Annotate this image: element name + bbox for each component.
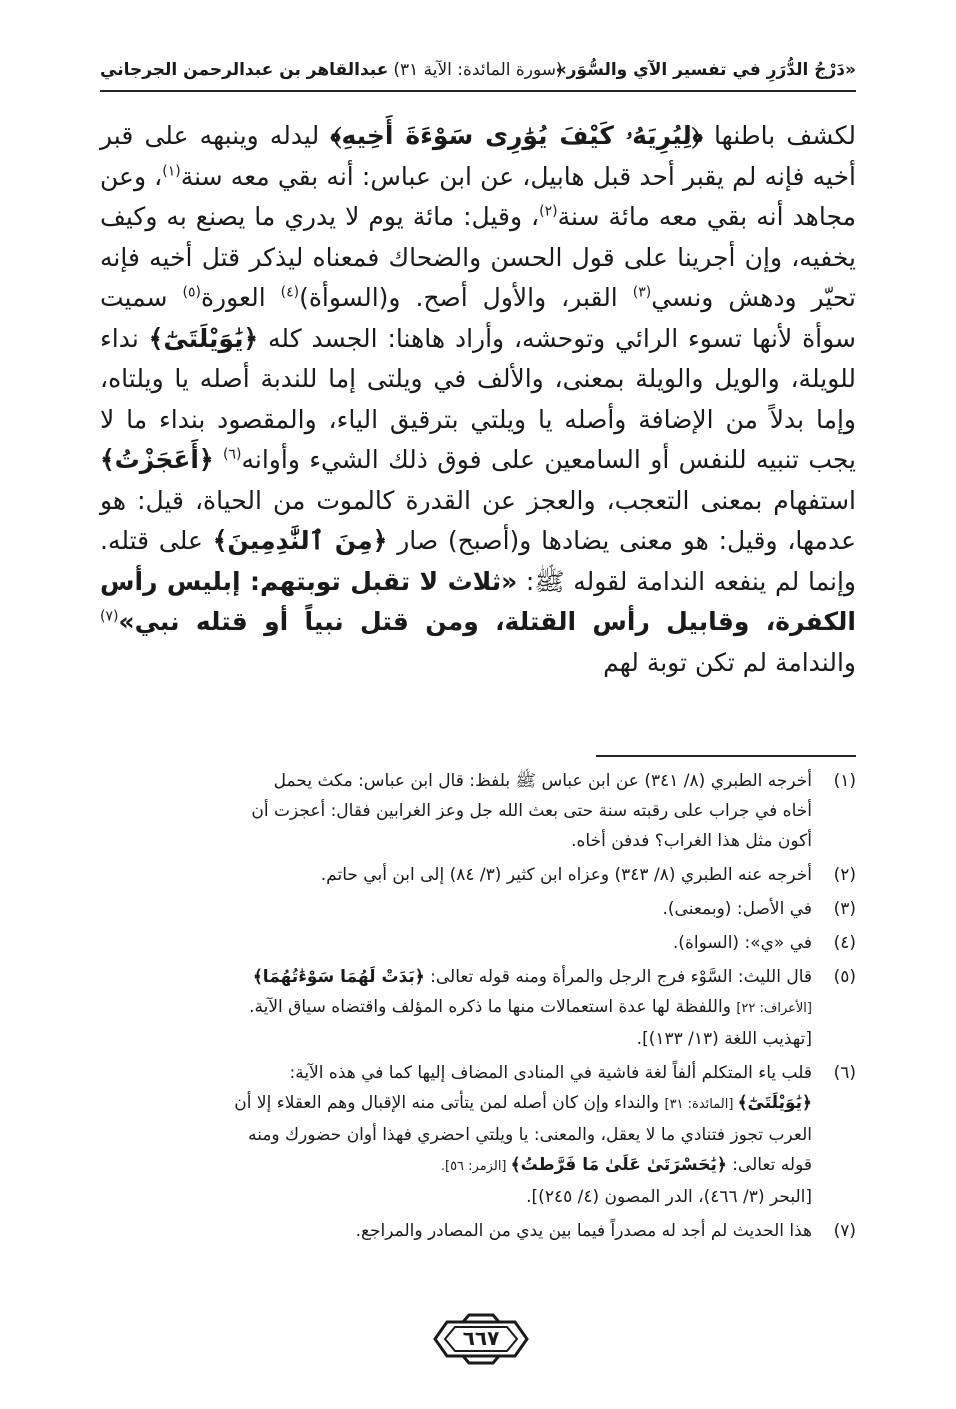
- footnote-ref[interactable]: (٤): [280, 284, 300, 301]
- text-run: [214, 445, 223, 474]
- quran-quote: ﴿مِنَ ٱلنَّٰدِمِينَ﴾: [212, 526, 388, 555]
- text-run: العورة: [200, 283, 281, 312]
- footnote-number: (٧): [833, 1221, 856, 1241]
- text-run: على قتله. وإنما لم ينفعه الندامة لقوله ﷺ:: [100, 526, 857, 596]
- footnote-ref[interactable]: (٥): [182, 284, 201, 301]
- footnote-2: [100, 860, 856, 890]
- footnote-number: (٤): [833, 933, 856, 953]
- main-paragraph: [100, 116, 856, 683]
- footnote-line: [100, 1150, 812, 1182]
- text-run: والنداء وإن كان أصله لمن يتأتى منه الإقبال وهم العقلاء إلا أن: [234, 1093, 665, 1113]
- footnote-ref[interactable]: (٣): [632, 284, 652, 301]
- footnote-text: في «ي»: (السواة).: [672, 933, 812, 953]
- footnote-7: [100, 1216, 856, 1246]
- text-run: ، وقيل: مائة يوم لا يدري ما يصنع به وكيف يخفيه، وإن أجرينا على قول الحسن والضحاك فمعناه ليذكر قتل أخيه فإنه تحيّر ودهش ونسي: [100, 202, 856, 312]
- text-run: استفهام بمعنى التعجب، والعجز عن القدرة كالموت من الحياة، قيل: هو عدمها، وقيل: هو معنى يضادها و(أصبح) صار: [100, 485, 856, 555]
- text-run: نداء للويلة، والويل والويلة بمعنى، والألف في ويلتى إما للندبة أصله يا ويلتاه، وإما بدلاً من الإضافة وأصله يا ويلتي بترقيق الياء، والمقصود بنداء ما لا يجب تنبيه للنفس أو السامعين على فوق ذلك الشيء وأوانه: [100, 323, 856, 474]
- footnote-text: أخرجه عنه الطبري (٨/ ٣٤٣) وعزاه ابن كثير (٣/ ٨٤) إلى ابن أبي حاتم.: [320, 865, 812, 885]
- quran-quote: ﴿لِيُرِيَهُۥ كَيْفَ يُوَٰرِى سَوْءَةَ أَخِيهِ﴾: [330, 121, 703, 150]
- footnotes: [100, 766, 856, 1250]
- footnote-line: [100, 962, 812, 992]
- footnote-number: (١): [833, 771, 856, 791]
- footnote-text: [100, 962, 812, 1054]
- text-run: واللفظة لها عدة استعمالات منها ما ذكره المؤلف واقتضاه سياق الآية.: [249, 997, 737, 1017]
- footnote-text: في الأصل: (وبمعنى).: [662, 899, 812, 919]
- footnote-text: [100, 766, 812, 856]
- surah-reference: [المائدة: ٣١]: [664, 1097, 738, 1112]
- footnote-line: أكون مثل هذا الغراب؟ فدفن أخاه.: [571, 831, 812, 851]
- page-number: ٦٦٧: [462, 1326, 500, 1350]
- text-run: سميت سوأة لأنها تسوء الرائي وتوحشه، وأراد هاهنا: الجسد كله: [100, 283, 856, 353]
- text-run: القبر، والأول أصح. و(السوأة): [299, 283, 633, 312]
- footnote-3: [100, 894, 856, 924]
- footnote-number: (٥): [833, 967, 856, 987]
- footnote-number: (٦): [833, 1063, 856, 1083]
- footnote-line: العرب تجوز فتنادي ما لا يعقل، والمعنى: يا ويلتي احضري فهذا أوان حضورك ومنه: [248, 1125, 812, 1145]
- footnote-ref[interactable]: (٢): [539, 203, 558, 220]
- main-text: [100, 116, 856, 683]
- footnote-line: [100, 992, 812, 1024]
- text-run: ، وعن مجاهد أنه بقي معه مائة سنة: [100, 161, 857, 231]
- text-run: قوله تعالى:: [726, 1155, 812, 1175]
- text-run: لكشف باطنها: [702, 121, 856, 150]
- footnote-text: [100, 1058, 812, 1212]
- footnote-6: [100, 1058, 856, 1212]
- text-run: قال الليث: السَّوْء فرج الرجل والمرأة ومنه قوله تعالى:: [424, 967, 812, 987]
- running-header: [100, 48, 856, 88]
- footnote-text: هذا الحديث لم أجد له مصدراً فيما بين يدي من المصادر والمراجع.: [355, 1221, 812, 1241]
- surah-reference: [الأعراف: ٢٢]: [736, 1001, 812, 1016]
- quran-quote: ﴿يَٰحَسْرَتَىٰ عَلَىٰ مَا فَرَّطتُ﴾: [510, 1155, 727, 1175]
- footnote-line: [البحر (٣/ ٤٦٦)، الدر المصون (٤/ ٢٤٥)].: [526, 1187, 812, 1207]
- header-rule: [100, 90, 856, 92]
- header-author: عبدالقاهر بن عبدالرحمن الجرجاني: [100, 60, 389, 80]
- footnote-ref[interactable]: (٧): [100, 608, 119, 625]
- footnote-ref[interactable]: (٦): [223, 446, 242, 463]
- quran-quote: ﴿أَعَجَزْتُ﴾: [100, 445, 214, 474]
- footnote-line: أخاه في جراب على رقبته سنة حتى بعث الله جل وعز الغرابين فقال: أعجزت أن: [251, 801, 812, 821]
- footnote-1: [100, 766, 856, 856]
- quran-quote: ﴿يَٰوَيْلَتَىٰٓ﴾: [737, 1093, 812, 1113]
- footnote-number: (٢): [833, 865, 856, 885]
- text-run: والندامة لم تكن توبة لهم: [603, 647, 856, 677]
- quran-quote: ﴿يَٰوَيْلَتَىٰٓ﴾: [148, 323, 259, 353]
- footnote-separator: [596, 755, 856, 757]
- footnote-line: [100, 1088, 812, 1120]
- header-sura-reference: (سورة المائدة: الآية ٣١): [393, 60, 563, 80]
- footnote-line: أخرجه الطبري (٨/ ٣٤١) عن ابن عباس ﷺ بلفظ: قال ابن عباس: مكث يحمل: [273, 771, 812, 791]
- surah-reference: [الزمر: ٥٦].: [440, 1159, 511, 1174]
- footnote-number: (٣): [833, 899, 856, 919]
- footnote-line: [تهذيب اللغة (١٣/ ١٣٣)].: [636, 1029, 812, 1049]
- footnote-ref[interactable]: (١): [162, 163, 181, 180]
- quran-quote: ﴿بَدَتْ لَهُمَا سَوْءَٰتُهُمَا﴾: [252, 967, 425, 987]
- hadith-quote: «ثلاث لا تقبل توبتهم: إبليس رأس الكفرة، وقابيل رأس القتلة، ومن قتل نبياً أو قتله نبي»: [100, 566, 856, 636]
- text-run: ليدله وينبهه على قبر أخيه فإنه لم يقبر أحد قبل هابيل، عن ابن عباس: أنه بقي معه سنة: [100, 121, 856, 191]
- page-number-ornament: [433, 1312, 529, 1366]
- footnote-5: [100, 962, 856, 1054]
- header-book-title: «دَرْجُ الدُّرَرِ في تفسير الآي والسُّوَر»: [555, 60, 856, 80]
- footnote-line: قلب ياء المتكلم ألفاً لغة فاشية في المنادى المضاف إليها كما في هذه الآية:: [289, 1063, 812, 1083]
- footnote-4: [100, 928, 856, 958]
